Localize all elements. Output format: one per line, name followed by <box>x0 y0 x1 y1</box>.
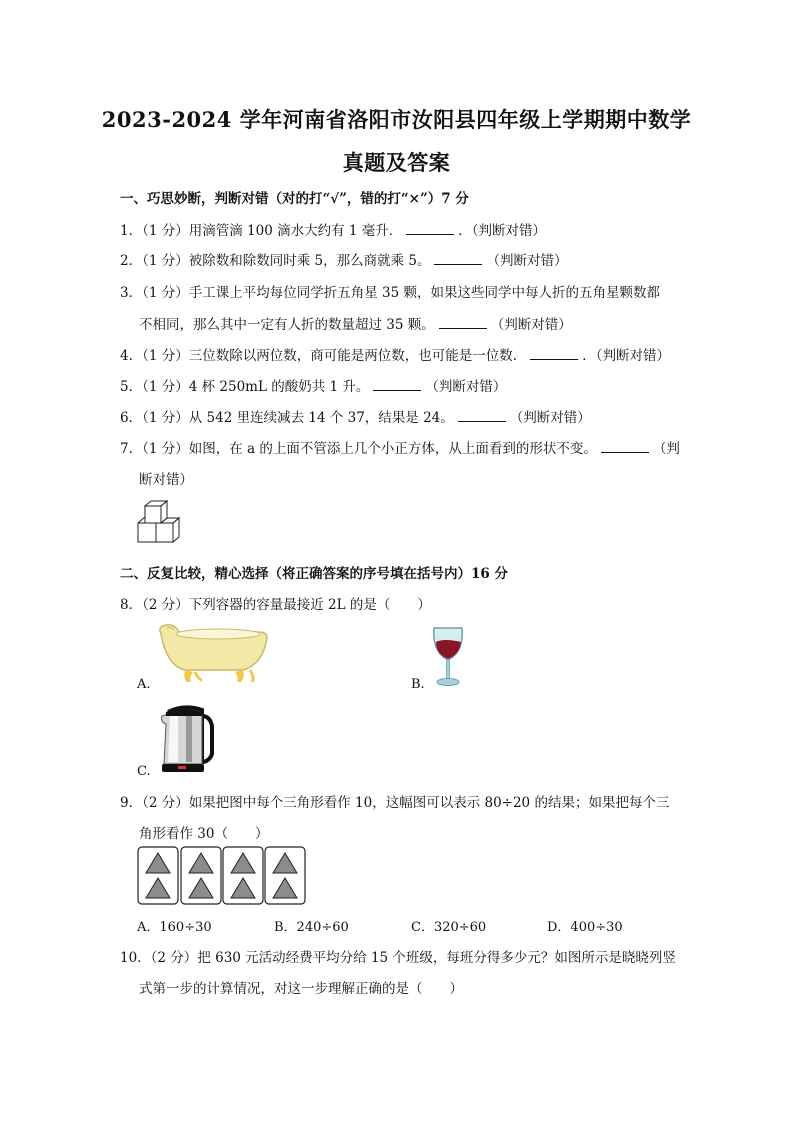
bathtub-icon <box>155 620 270 685</box>
answer-blank-1[interactable] <box>406 222 454 235</box>
option-b-label[interactable]: B. <box>411 677 425 692</box>
question-4 <box>120 344 670 364</box>
triangle-card-icon <box>181 847 221 904</box>
answer-blank-6[interactable] <box>458 409 506 422</box>
question-4-text: 4．（1 分）三位数除以两位数，商可能是两位数，也可能是一位数． <box>120 348 527 364</box>
option-9d[interactable]: D．400÷30 <box>547 920 623 935</box>
question-1-tail: ．（判断对错） <box>458 223 546 239</box>
question-7-cont: 断对错） <box>139 472 193 488</box>
question-3-text: 3．（1 分）手工课上平均每位同学折五角星 35 颗，如果这些同学中每人折的五角星颗数都 <box>120 285 660 301</box>
question-3-tail: （判断对错） <box>490 317 572 333</box>
answer-blank-7[interactable] <box>601 440 649 453</box>
option-9a[interactable]: A．160÷30 <box>137 920 212 935</box>
triangle-card-icon <box>138 847 178 904</box>
answer-blank-2[interactable] <box>434 252 482 265</box>
electric-kettle-icon <box>158 702 216 774</box>
question-4-tail: ．（判断对错） <box>582 348 670 364</box>
question-6-text: 6．（1 分）从 542 里连续减去 14 个 37，结果是 24。 <box>120 410 454 426</box>
question-6 <box>120 406 591 426</box>
triangle-card-icon <box>265 847 305 904</box>
question-5-text: 5．（1 分）4 杯 250mL 的酸奶共 1 升。 <box>120 379 370 395</box>
question-3-cont-text: 不相同，那么其中一定有人折的数量超过 35 颗。 <box>139 317 435 333</box>
answer-blank-4[interactable] <box>530 347 578 360</box>
question-10-cont: 式第一步的计算情况，对这一步理解正确的是（ ） <box>139 981 463 997</box>
question-1-text: 1．（1 分）用滴管滴 100 滴水大约有 1 毫升． <box>120 223 403 239</box>
option-9c[interactable]: C．320÷60 <box>411 920 487 935</box>
question-7-text: 7．（1 分）如图，在 a 的上面不管添上几个小正方体，从上面看到的形状不变。 <box>120 441 597 457</box>
triangle-card-icon <box>223 847 263 904</box>
wine-glass-icon <box>430 626 466 688</box>
option-9b[interactable]: B．240÷60 <box>274 920 349 935</box>
answer-blank-5[interactable] <box>373 378 421 391</box>
question-2 <box>120 249 567 269</box>
question-1 <box>120 219 546 239</box>
question-5-tail: （判断对错） <box>425 379 507 395</box>
triangle-cards-figure <box>137 846 307 906</box>
title-line-1: 2023-2024 学年河南省洛阳市汝阳县四年级上学期期中数学 <box>101 107 692 132</box>
question-7 <box>120 437 680 457</box>
section-2-heading: 二、反复比较，精心选择（将正确答案的序号填在括号内）16 分 <box>120 566 508 582</box>
question-8-text: 8．（2 分）下列容器的容量最接近 2L 的是（ ） <box>120 597 431 613</box>
question-6-tail: （判断对错） <box>509 410 591 426</box>
question-9-cont: 角形看作 30（ ） <box>139 826 269 842</box>
question-2-text: 2．（1 分）被除数和除数同时乘 5，那么商就乘 5。 <box>120 253 431 269</box>
cube-stack-figure <box>137 500 189 544</box>
section-1-heading: 一、巧思妙断，判断对错（对的打“√”，错的打“×”）7 分 <box>120 191 469 207</box>
answer-blank-3[interactable] <box>439 316 487 329</box>
question-7-tail: （判 <box>652 441 680 457</box>
option-a-label[interactable]: A. <box>137 677 151 692</box>
question-2-tail: （判断对错） <box>486 253 568 269</box>
title-line-2: 真题及答案 <box>342 150 451 175</box>
question-5 <box>120 375 506 395</box>
option-c-label[interactable]: C. <box>137 764 151 779</box>
question-3-cont <box>139 313 572 333</box>
question-9-text: 9．（2 分）如果把图中每个三角形看作 10，这幅图可以表示 80÷20 的结果；如果把每个三 <box>120 795 670 811</box>
question-10-text: 10．（2 分）把 630 元活动经费平均分给 15 个班级，每班分得多少元？如图所示是晓晓列竖 <box>120 950 676 966</box>
